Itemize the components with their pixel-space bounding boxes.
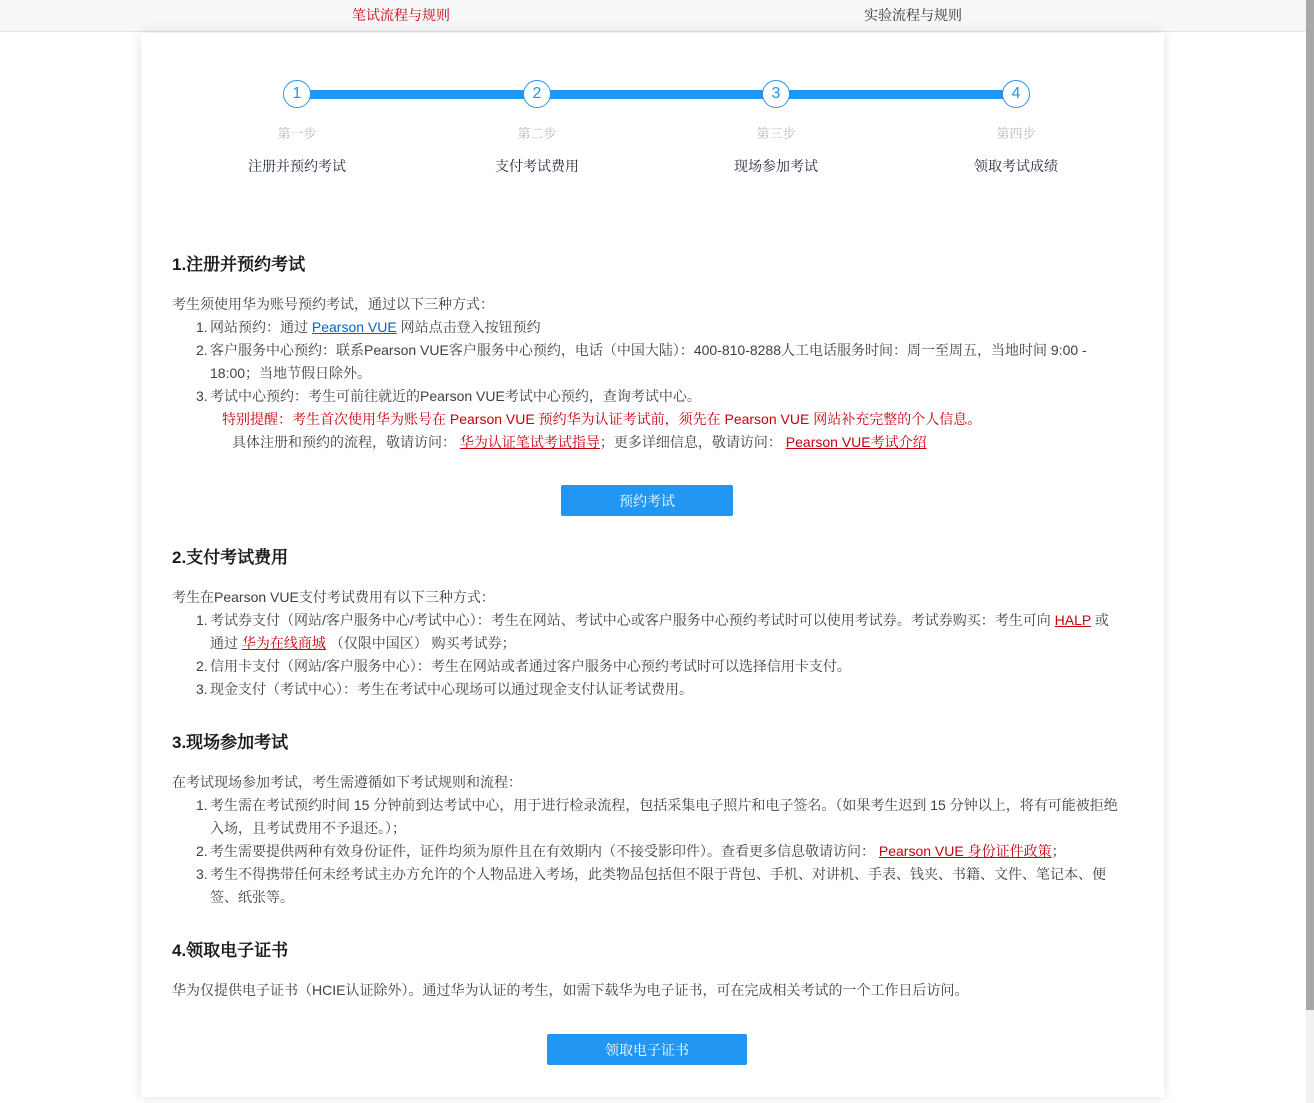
section-3-heading: 3.现场参加考试 bbox=[172, 733, 289, 752]
list-item-text: 网站点击登入按钮预约 bbox=[396, 319, 541, 335]
list-item: 考生不得携带任何未经考试主办方允许的个人物品进入考场，此类物品包括但不限于背包、手机、对讲机、手表、钱夹、书籍、文件、笔记本、便签、纸张等。 bbox=[210, 866, 1106, 905]
huawei-online-store-link[interactable]: 华为在线商城 bbox=[241, 635, 326, 651]
section-3-intro: 在考试现场参加考试，考生需遵循如下考试规则和流程： bbox=[172, 774, 522, 790]
pearson-vue-intro-link[interactable]: Pearson VUE考试介绍 bbox=[785, 434, 927, 450]
section-2-intro: 考生在Pearson VUE支付考试费用有以下三种方式： bbox=[172, 589, 495, 605]
section-3-list bbox=[172, 794, 1122, 909]
step-1-title: 注册并预约考试 bbox=[248, 158, 346, 174]
list-item-text: ； bbox=[1051, 843, 1066, 859]
registration-guide-line bbox=[172, 431, 1122, 454]
step-4-circle: 4 bbox=[1002, 80, 1030, 108]
list-item: 信用卡支付（网站/客户服务中心）：考生在网站或者通过客户服务中心预约考试时可以选择信用卡支付。 bbox=[210, 658, 851, 674]
step-2-label: 第二步 bbox=[517, 126, 557, 141]
step-3-label: 第三步 bbox=[756, 126, 796, 141]
special-reminder-text: 特别提醒：考生首次使用华为账号在 Pearson VUE 预约华为认证考试前，须先在 Pearson VUE 网站补充完整的个人信息。 bbox=[222, 411, 982, 427]
section-1-heading: 1.注册并预约考试 bbox=[172, 255, 306, 274]
list-item-text: 考生需要提供两种有效身份证件，证件均须为原件且在有效期内（不接受影印件）。查看更多信息敬请访问： bbox=[210, 843, 879, 859]
process-content bbox=[141, 253, 1164, 1065]
exam-steps-stepper bbox=[141, 80, 1164, 204]
id-policy-link[interactable]: Pearson VUE 身份证件政策 bbox=[878, 843, 1052, 859]
section-4-heading: 4.领取电子证书 bbox=[172, 941, 289, 960]
section-2-list bbox=[172, 609, 1122, 701]
section-2-heading: 2.支付考试费用 bbox=[172, 548, 289, 567]
list-item bbox=[172, 840, 1122, 863]
list-item: 现金支付（考试中心）：考生在考试中心现场可以通过现金支付认证考试费用。 bbox=[210, 681, 693, 697]
guide-text: 具体注册和预约的流程，敬请访问： bbox=[232, 434, 460, 450]
step-4-label: 第四步 bbox=[996, 126, 1036, 141]
top-tab-bar bbox=[0, 0, 1314, 32]
stepper-step-1 bbox=[207, 80, 387, 176]
section-4-intro: 华为仅提供电子证书（HCIE认证除外）。通过华为认证的考生，如需下载华为电子证书，可在完成相关考试的一个工作日后访问。 bbox=[172, 982, 969, 998]
halp-link[interactable]: HALP bbox=[1054, 612, 1091, 628]
step-3-circle: 3 bbox=[762, 80, 790, 108]
list-item bbox=[172, 609, 1122, 655]
written-exam-guide-link[interactable]: 华为认证笔试考试指导 bbox=[459, 434, 600, 450]
list-item-text: 或通过 bbox=[210, 612, 1109, 651]
list-item: 考生需在考试预约时间 15 分钟前到达考试中心，用于进行检录流程，包括采集电子照片和电子签名。（如果考生迟到 15 分钟以上，将有可能被拒绝入场，且考试费用不予退还。）； bbox=[210, 797, 1118, 836]
get-certificate-button[interactable]: 领取电子证书 bbox=[547, 1034, 747, 1065]
step-2-title: 支付考试费用 bbox=[495, 158, 579, 174]
scrollbar-thumb[interactable] bbox=[1306, 0, 1314, 1010]
section-1-intro: 考生须使用华为账号预约考试，通过以下三种方式： bbox=[172, 296, 494, 312]
stepper-step-2 bbox=[447, 80, 627, 176]
pearson-vue-link[interactable]: Pearson VUE bbox=[311, 319, 397, 335]
process-card bbox=[141, 33, 1164, 1097]
section-1-list bbox=[172, 316, 1122, 408]
list-item bbox=[172, 316, 1122, 339]
step-2-circle: 2 bbox=[523, 80, 551, 108]
step-3-title: 现场参加考试 bbox=[734, 158, 818, 174]
list-item: 考试中心预约：考生可前往就近的Pearson VUE考试中心预约，查询考试中心。 bbox=[210, 388, 701, 404]
step-4-title: 领取考试成绩 bbox=[974, 158, 1058, 174]
tab-lab-exam-process[interactable]: 实验流程与规则 bbox=[864, 7, 962, 23]
stepper-connector-line bbox=[303, 90, 1010, 99]
step-1-label: 第一步 bbox=[277, 126, 317, 141]
stepper-step-4 bbox=[926, 80, 1106, 176]
page-scrollbar bbox=[1306, 0, 1314, 1103]
list-item-text: 考试券支付（网站/客户服务中心/考试中心）：考生在网站、考试中心或客户服务中心预约考试时可以使用考试券。考试券购买：考生可向 bbox=[210, 612, 1055, 628]
book-exam-button[interactable]: 预约考试 bbox=[561, 485, 733, 516]
tab-written-exam-process[interactable]: 笔试流程与规则 bbox=[352, 7, 450, 23]
stepper-step-3 bbox=[686, 80, 866, 176]
guide-text: ；更多详细信息，敬请访问： bbox=[599, 434, 786, 450]
list-item: 客户服务中心预约：联系Pearson VUE客户服务中心预约，电话（中国大陆）：400-810-8288人工电话服务时间：周一至周五，当地时间 9:00 - 18:00；当地节假日除外。 bbox=[210, 342, 1087, 381]
list-item-text: （仅限中国区） 购买考试券； bbox=[325, 635, 516, 651]
list-item-text: 网站预约：通过 bbox=[210, 319, 312, 335]
step-1-circle: 1 bbox=[283, 80, 311, 108]
